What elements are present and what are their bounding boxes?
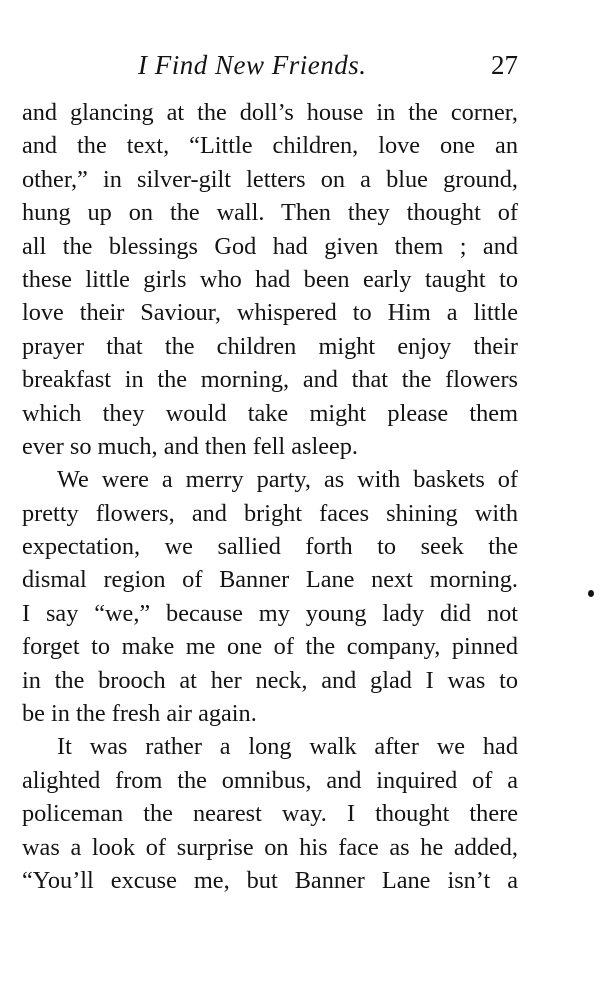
text-line: policeman the nearest way. I thought there xyxy=(22,800,518,828)
text-line: forget to make me one of the company, pinned xyxy=(22,633,518,661)
text-line: dismal region of Banner Lane next morning. xyxy=(22,566,518,594)
text-line: and glancing at the doll’s house in the corner, xyxy=(22,99,518,126)
text-line: I say “we,” because my young lady did not xyxy=(22,599,518,627)
paragraph-2 xyxy=(22,463,518,730)
text-line: ever so much, and then fell asleep. xyxy=(22,432,358,460)
text-line: We were a merry party, as with baskets of xyxy=(57,466,518,494)
page-header xyxy=(22,50,518,86)
text-line: be in the fresh air again. xyxy=(22,700,257,728)
text-line: other,” in silver-gilt letters on a blue ground, xyxy=(22,165,518,193)
text-line: prayer that the children might enjoy their xyxy=(22,332,518,360)
text-line: which they would take might please them xyxy=(22,399,518,427)
text-line: was a look of surprise on his face as he added, xyxy=(22,833,518,861)
text-line: alighted from the omnibus, and inquired of a xyxy=(22,766,518,794)
text-line: hung up on the wall. Then they thought of xyxy=(22,199,518,227)
paragraph-1 xyxy=(22,96,518,463)
margin-mark xyxy=(588,590,594,597)
text-line: pretty flowers, and bright faces shining with xyxy=(22,499,518,527)
text-line: love their Saviour, whispered to Him a little xyxy=(22,299,518,327)
body-text xyxy=(22,96,518,897)
text-line: It was rather a long walk after we had xyxy=(57,733,518,761)
text-line: and the text, “Little children, love one an xyxy=(22,132,518,160)
text-line: these little girls who had been early taught to xyxy=(22,265,518,293)
page-number: 27 xyxy=(491,50,518,80)
text-line: breakfast in the morning, and that the flowers xyxy=(22,366,518,394)
text-line: “You’ll excuse me, but Banner Lane isn’t a xyxy=(22,866,518,894)
running-title: I Find New Friends. xyxy=(138,50,367,80)
text-line: all the blessings God had given them ; and xyxy=(22,232,518,260)
text-line: expectation, we sallied forth to seek the xyxy=(22,533,518,561)
text-line: in the brooch at her neck, and glad I was to xyxy=(22,666,518,694)
paragraph-3 xyxy=(22,730,518,897)
